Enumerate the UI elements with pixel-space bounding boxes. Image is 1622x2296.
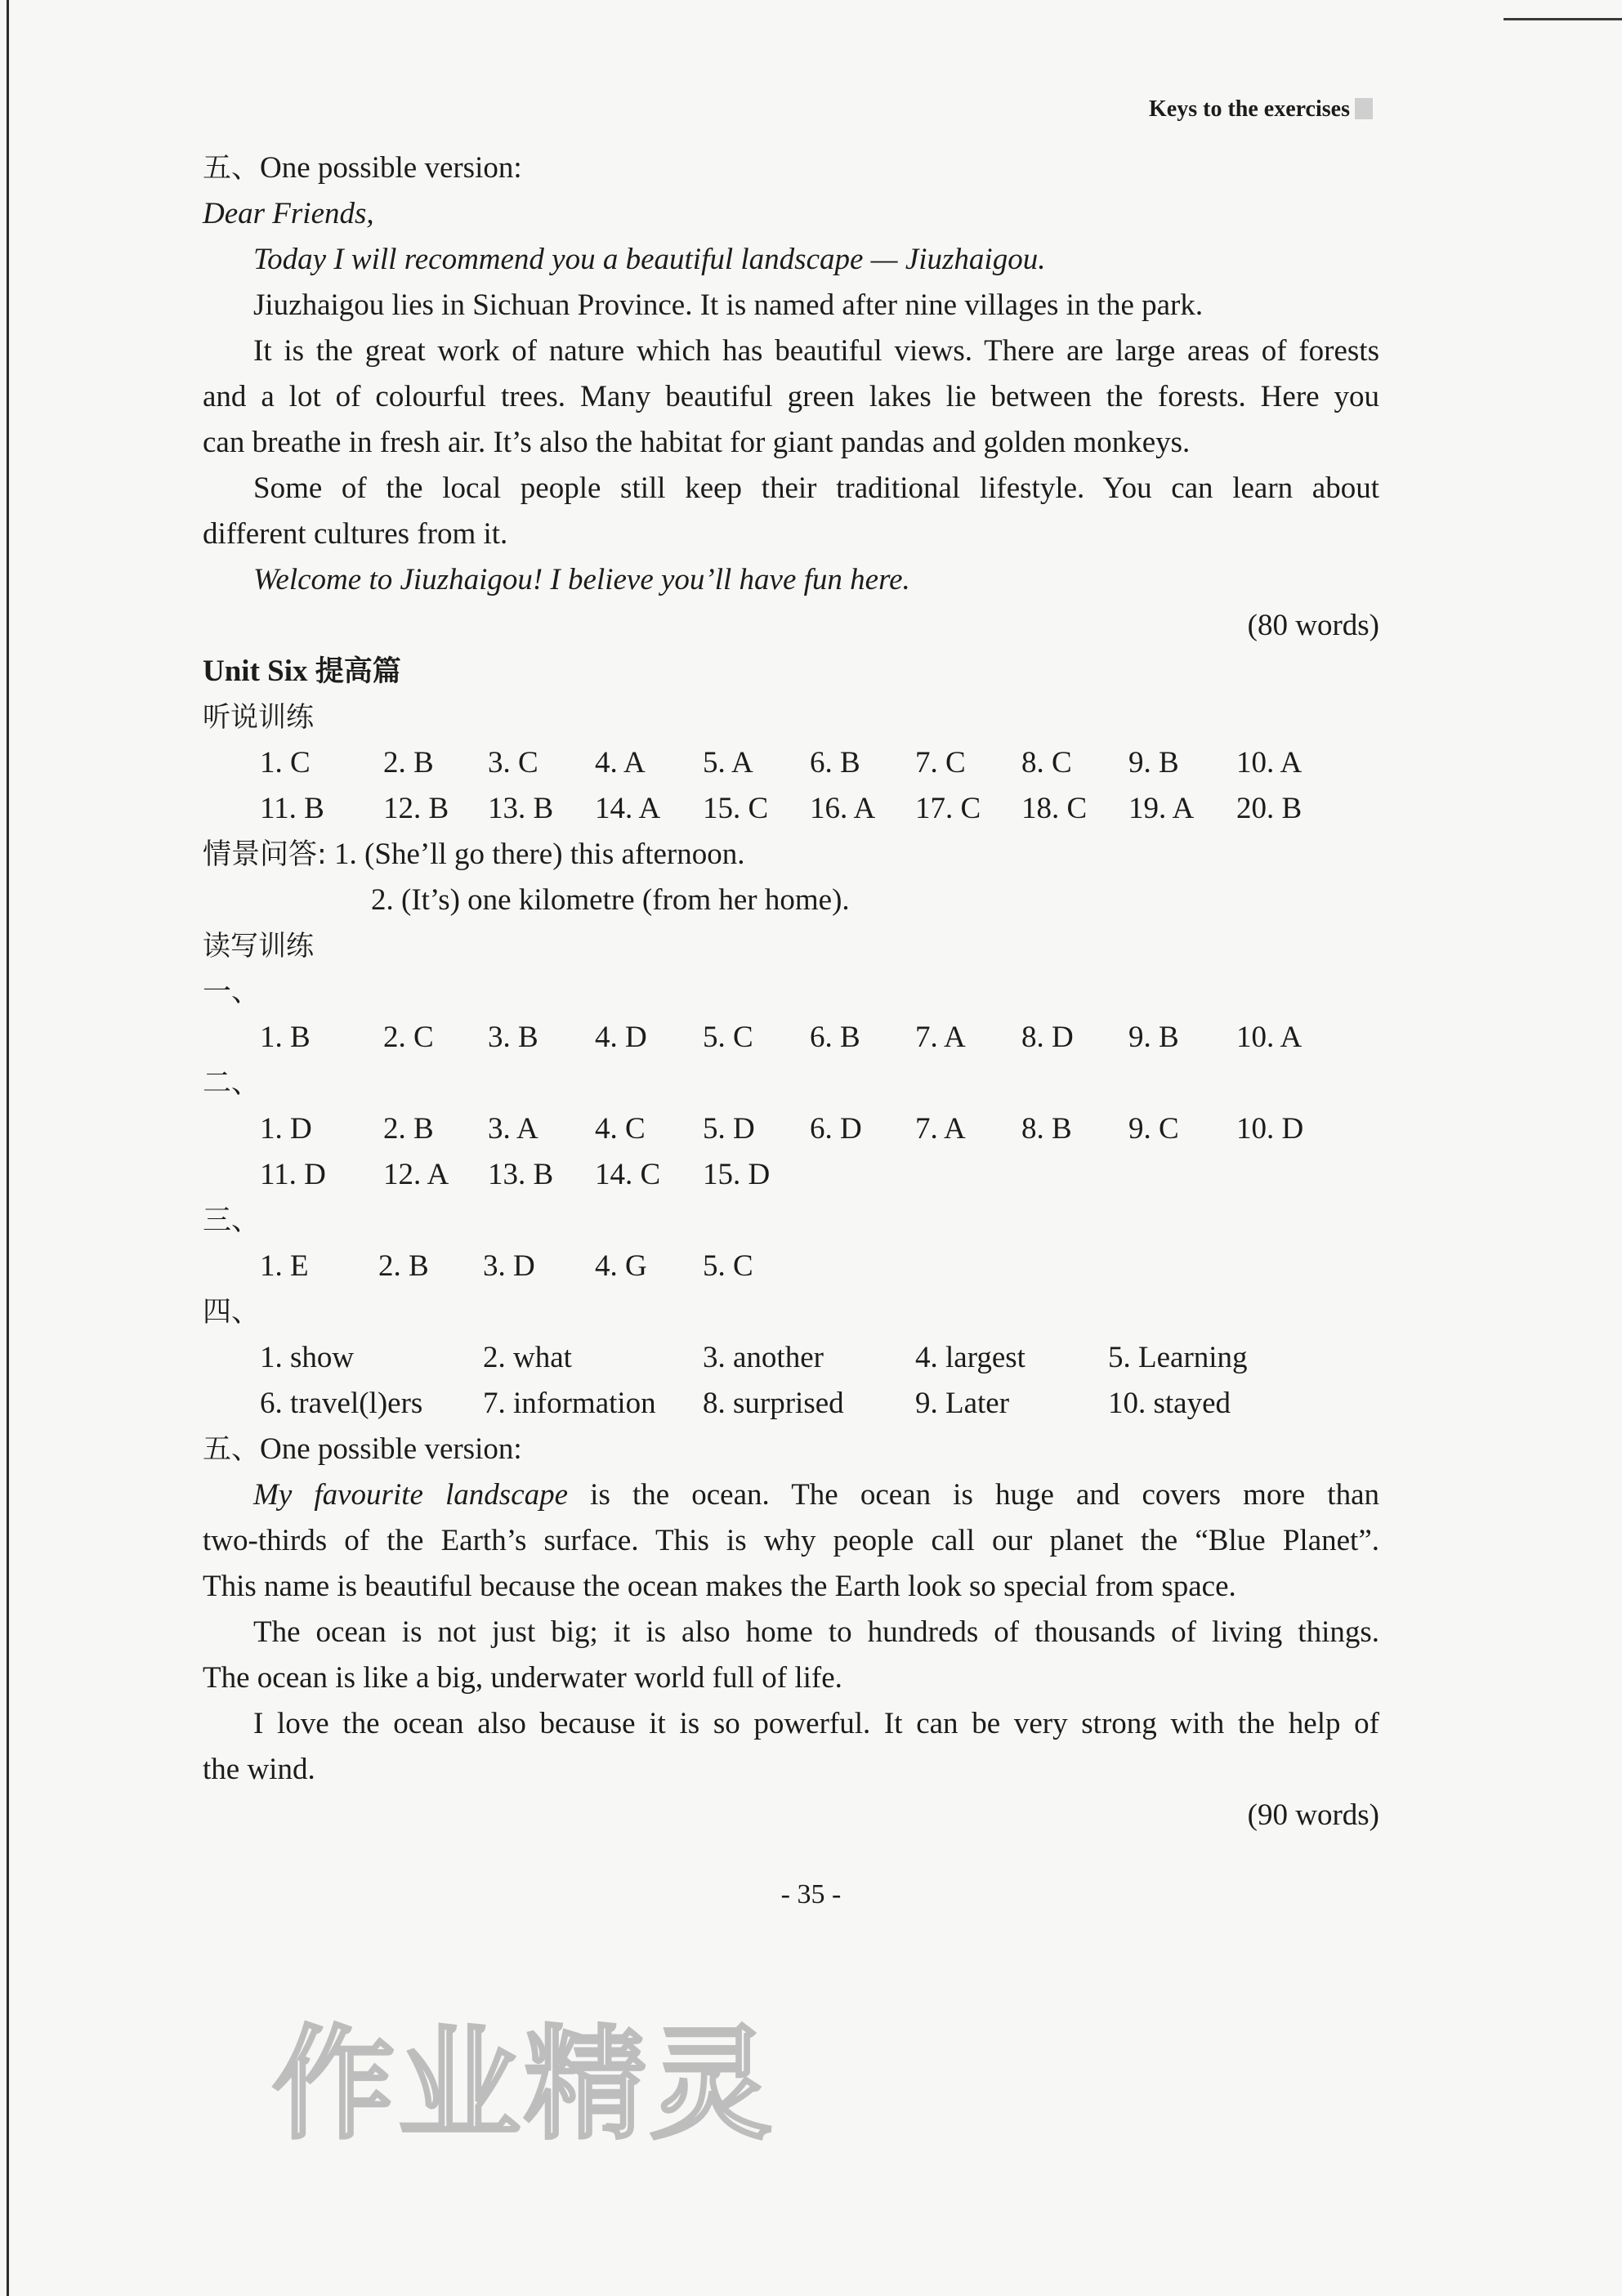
paragraph-1: Jiuzhaigou lies in Sichuan Province. It is named after nine villages in the park. bbox=[253, 288, 1204, 322]
answer: 2. C bbox=[383, 1021, 434, 1054]
paragraph-2-line-3: can breathe in fresh air. It’s also the habitat for giant pandas and golden monkeys. bbox=[203, 426, 1191, 459]
answer: 6. D bbox=[810, 1112, 862, 1146]
running-header bbox=[1149, 96, 1373, 123]
word-count-1: (80 words) bbox=[1247, 609, 1379, 642]
answer: 17. C bbox=[915, 792, 981, 825]
salutation: Dear Friends, bbox=[203, 197, 374, 230]
essay-line-2: two-thirds of the Earth’s surface. This is why people call our planet the “Blue Planet”. bbox=[203, 1524, 1379, 1557]
word-count-2: (90 words) bbox=[1247, 1798, 1379, 1832]
answer: 8. B bbox=[1021, 1112, 1072, 1146]
watermark-logo: 作业精灵 bbox=[272, 2014, 776, 2156]
qa-label: 情景问答: bbox=[203, 838, 327, 871]
answer: 7. C bbox=[915, 746, 966, 779]
page-edge-left bbox=[7, 0, 9, 2296]
answer: 3. A bbox=[488, 1112, 538, 1146]
opening-sentence: Today I will recommend you a beautiful landscape — Jiuzhaigou. bbox=[253, 243, 1046, 276]
answer: 3. B bbox=[488, 1021, 538, 1054]
answer: 3. another bbox=[703, 1341, 824, 1374]
qa-line-1 bbox=[203, 832, 1379, 878]
section-3-answers bbox=[203, 1244, 1379, 1289]
answer: 13. B bbox=[488, 1158, 554, 1191]
answer: 13. B bbox=[488, 792, 554, 825]
answer: 4. D bbox=[595, 1021, 647, 1054]
paragraph-3-line-2: different cultures from it. bbox=[203, 517, 508, 551]
answer: 10. stayed bbox=[1108, 1387, 1231, 1420]
essay-line-3: This name is beautiful because the ocean makes the Earth look so special from space. bbox=[203, 1570, 1236, 1603]
answer: 12. B bbox=[383, 792, 449, 825]
answer: 4. C bbox=[595, 1112, 646, 1146]
qa-answer-2: 2. (It’s) one kilometre (from her home). bbox=[371, 883, 850, 917]
answer: 8. D bbox=[1021, 1021, 1074, 1054]
answer: 14. C bbox=[595, 1158, 661, 1191]
essay-line-4: The ocean is not just big; it is also home to hundreds of thousands of living things. bbox=[253, 1615, 1379, 1649]
listening-answers-row-2 bbox=[203, 786, 1379, 832]
answer: 18. C bbox=[1021, 792, 1088, 825]
answer: 1. B bbox=[260, 1021, 311, 1054]
answer: 10. D bbox=[1236, 1112, 1304, 1146]
closing-sentence: Welcome to Jiuzhaigou! I believe you’ll have fun here. bbox=[253, 563, 910, 596]
answer: 7. A bbox=[915, 1112, 966, 1146]
section-2-answers-row-2 bbox=[203, 1152, 1379, 1198]
answer: 20. B bbox=[1236, 792, 1303, 825]
answer: 14. A bbox=[595, 792, 661, 825]
answer: 8. C bbox=[1021, 746, 1072, 779]
answer: 2. B bbox=[383, 746, 434, 779]
answer: 1. E bbox=[260, 1249, 309, 1283]
section-3-label: 三、 bbox=[203, 1204, 261, 1237]
answer: 3. C bbox=[488, 746, 538, 779]
answer: 15. D bbox=[703, 1158, 771, 1191]
answer: 6. B bbox=[810, 746, 860, 779]
answer: 5. Learning bbox=[1108, 1341, 1248, 1374]
answer: 8. surprised bbox=[703, 1387, 844, 1420]
answer: 5. D bbox=[703, 1112, 755, 1146]
essay-line-6: I love the ocean also because it is so powerful. It can be very strong with the help of bbox=[253, 1707, 1379, 1740]
section-1-label: 一、 bbox=[203, 976, 261, 1008]
answer: 5. A bbox=[703, 746, 753, 779]
answer: 9. C bbox=[1128, 1112, 1179, 1146]
unit-title: Unit Six 提高篇 bbox=[203, 654, 401, 688]
answer: 9. B bbox=[1128, 1021, 1179, 1054]
page-number: - 35 - bbox=[780, 1879, 842, 1910]
answer: 5. C bbox=[703, 1249, 753, 1283]
section-4-answers-row-2 bbox=[203, 1381, 1379, 1427]
section-5-heading: 五、One possible version: bbox=[203, 1432, 522, 1466]
answer: 9. Later bbox=[915, 1387, 1010, 1420]
reading-writing-title: 读写训练 bbox=[203, 930, 314, 963]
listening-answers-row-1 bbox=[203, 740, 1379, 786]
answer: 6. B bbox=[810, 1021, 860, 1054]
answer: 4. G bbox=[595, 1249, 647, 1283]
listening-title: 听说训练 bbox=[203, 701, 314, 734]
answer: 16. A bbox=[810, 792, 876, 825]
answer: 12. A bbox=[383, 1158, 449, 1191]
answer: 4. largest bbox=[915, 1341, 1025, 1374]
section-4-answers-row-1 bbox=[203, 1335, 1379, 1381]
answer: 4. A bbox=[595, 746, 646, 779]
answer: 7. A bbox=[915, 1021, 966, 1054]
answer: 11. B bbox=[260, 792, 324, 825]
part1-heading: 五、One possible version: bbox=[203, 151, 522, 185]
answer: 9. B bbox=[1128, 746, 1179, 779]
answer: 2. B bbox=[378, 1249, 429, 1283]
answer: 2. B bbox=[383, 1112, 434, 1146]
answer: 6. travel(l)ers bbox=[260, 1387, 423, 1420]
answer: 5. C bbox=[703, 1021, 753, 1054]
answer: 2. what bbox=[483, 1341, 572, 1374]
section-4-label: 四、 bbox=[203, 1296, 261, 1329]
header-title: Keys to the exercises bbox=[1149, 96, 1350, 122]
answer: 1. C bbox=[260, 746, 311, 779]
answer: 7. information bbox=[483, 1387, 656, 1420]
answer: 1. show bbox=[260, 1341, 355, 1374]
section-2-answers-row-1 bbox=[203, 1106, 1379, 1152]
essay-line-1: My favourite landscape is the ocean. The ocean is huge and covers more than bbox=[253, 1478, 1379, 1512]
paragraph-3-line-1: Some of the local people still keep their traditional lifestyle. You can learn about bbox=[253, 471, 1379, 505]
paragraph-2-line-2: and a lot of colourful trees. Many beautiful green lakes lie between the forests. Here you bbox=[203, 380, 1379, 413]
answer: 10. A bbox=[1236, 1021, 1303, 1054]
essay-line-7: the wind. bbox=[203, 1753, 315, 1786]
header-tab-icon bbox=[1355, 98, 1373, 119]
page-edge-top bbox=[1504, 18, 1622, 20]
section-1-answers bbox=[203, 1015, 1379, 1061]
answer: 15. C bbox=[703, 792, 769, 825]
answer: 1. D bbox=[260, 1112, 312, 1146]
essay-line-5: The ocean is like a big, underwater world full of life. bbox=[203, 1661, 842, 1695]
paragraph-2-line-1: It is the great work of nature which has beautiful views. There are large areas of forests bbox=[253, 334, 1379, 368]
qa-answer-1: 1. (She’ll go there) this afternoon. bbox=[334, 838, 745, 871]
answer: 11. D bbox=[260, 1158, 326, 1191]
answer: 19. A bbox=[1128, 792, 1195, 825]
answer: 3. D bbox=[483, 1249, 535, 1283]
section-2-label: 二、 bbox=[203, 1067, 261, 1100]
answer: 10. A bbox=[1236, 746, 1303, 779]
page-content bbox=[203, 145, 1379, 1838]
